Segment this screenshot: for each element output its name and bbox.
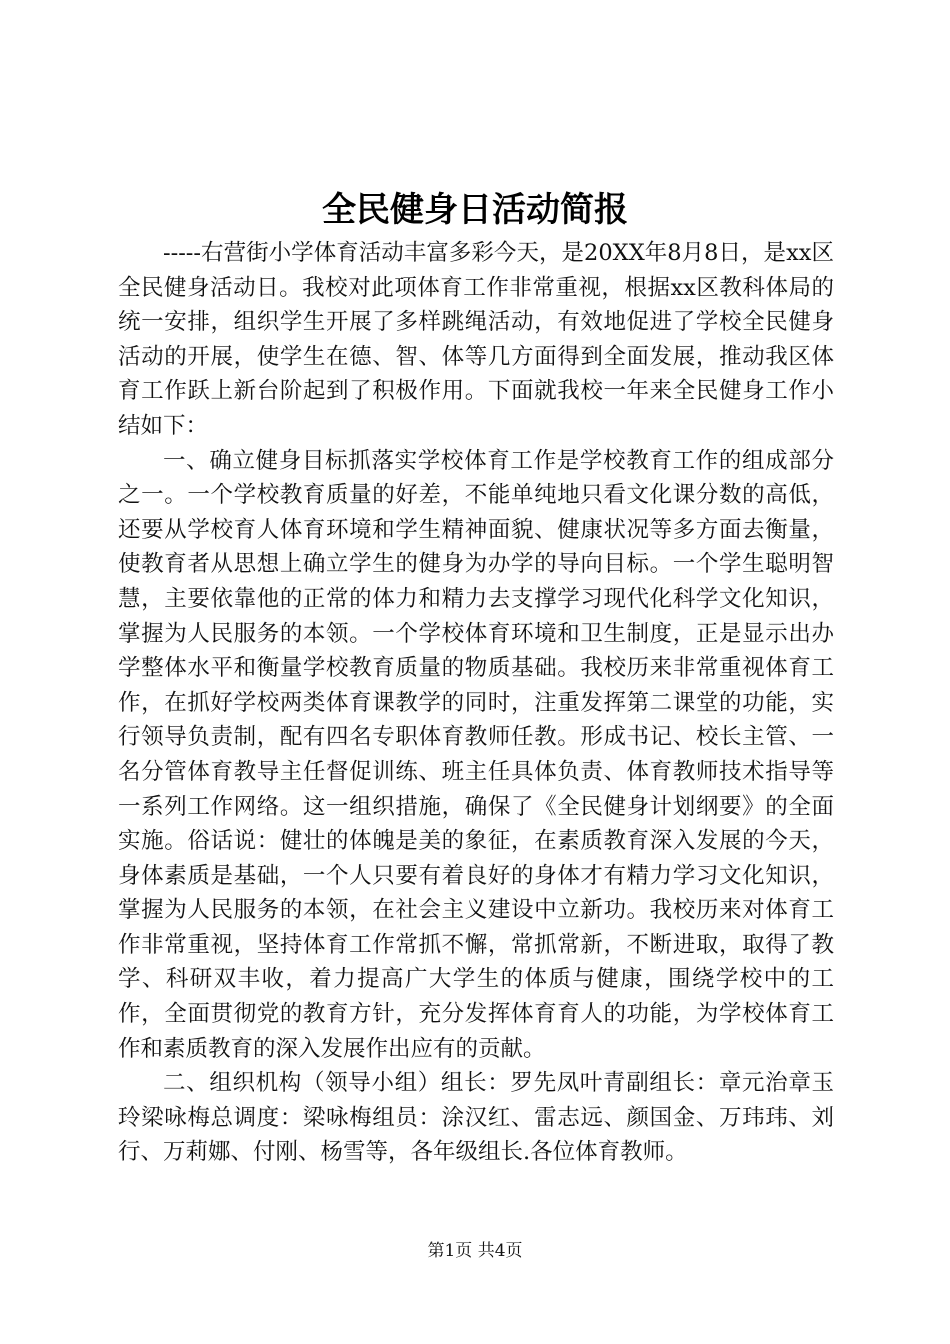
- document-body: [118, 236, 834, 1170]
- paragraph-section-two: 二、组织机构（领导小组）组长：罗先凤叶青副组长：章元治章玉玲梁咏梅总调度：梁咏梅组员：涂汉红、雷志远、颜国金、万玮玮、刘行、万莉娜、付刚、杨雪等，各年级组长.各位体育教师。: [118, 1070, 834, 1166]
- page-number-footer: 第1页 共4页: [427, 1241, 523, 1261]
- document-title: 全民健身日活动简报: [322, 190, 628, 230]
- paragraph-section-one: 一、确立健身目标抓落实学校体育工作是学校教育工作的组成部分之一。一个学校教育质量的好差，不能单纯地只看文化课分数的高低，还要从学校育人体育环境和学生精神面貌、健康状况等多方面去衡量，使教育者从思想上确立学生的健身为办学的导向目标。一个学生聪明智慧，主要依靠他的正常的体力和精力去支撑学习现代化科学文化知识，掌握为人民服务的本领。一个学校体育环境和卫生制度，正是显示出办学整体水平和衡量学校教育质量的物质基础。我校历来非常重视体育工作，在抓好学校两类体育课教学的同时，注重发挥第二课堂的功能，实行领导负责制，配有四名专职体育教师任教。形成书记、校长主管、一名分管体育教导主任督促训练、班主任具体负责、体育教师技术指导等一系列工作网络。这一组织措施，确保了《全民健身计划纲要》的全面实施。俗话说：健壮的体魄是美的象征，在素质教育深入发展的今天，身体素质是基础，一个人只要有着良好的身体才有精力学习文化知识，掌握为人民服务的本领，在社会主义建设中立新功。我校历来对体育工作非常重视，坚持体育工作常抓不懈，常抓常新，不断进取，取得了教学、科研双丰收，着力提高广大学生的体质与健康，围绕学校中的工作，全面贯彻党的教育方针，充分发挥体育育人的功能，为学校体育工作和素质教育的深入发展作出应有的贡献。: [118, 447, 834, 1062]
- paragraph-intro: -----右营街小学体育活动丰富多彩今天，是20XX年8月8日，是xx区全民健身活动日。我校对此项体育工作非常重视，根据xx区教科体局的统一安排，组织学生开展了多样跳绳活动，有效地促进了学校全民健身活动的开展，使学生在德、智、体等几方面得到全面发展，推动我区体育工作跃上新台阶起到了积极作用。下面就我校一年来全民健身工作小结如下：: [118, 240, 834, 439]
